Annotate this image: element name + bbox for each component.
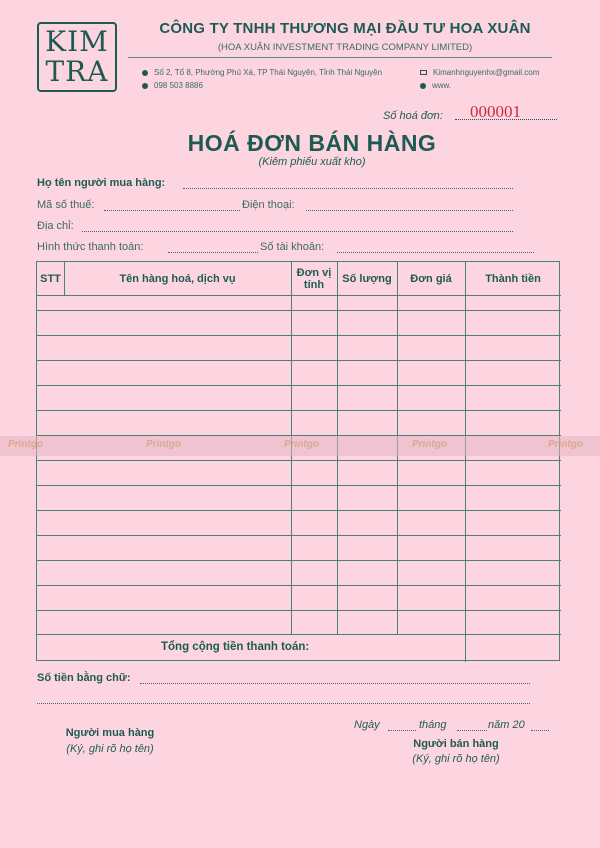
- amount-words-label: Số tiền bằng chữ:: [37, 672, 131, 684]
- row-divider: [37, 385, 561, 386]
- amount-words-input-2[interactable]: [37, 703, 530, 704]
- globe-icon: [420, 83, 426, 89]
- payment-method-input[interactable]: [168, 252, 258, 253]
- phone-label: Điện thoại:: [242, 199, 295, 211]
- account-no-label: Số tài khoản:: [260, 241, 325, 253]
- phone-row: [142, 81, 203, 90]
- date-day-label: Ngày: [354, 719, 380, 731]
- row-divider: [37, 485, 561, 486]
- invoice-number-label: Số hoá đơn:: [383, 110, 443, 122]
- logo-line-1: KIM: [45, 25, 109, 58]
- row-divider: [37, 585, 561, 586]
- row-divider: [37, 510, 561, 511]
- date-year-label: năm 20: [488, 719, 525, 731]
- buyer-signature-title: Người mua hàng: [65, 727, 155, 739]
- header-qty: Số lượng: [342, 272, 392, 285]
- date-day-input[interactable]: [388, 730, 416, 731]
- watermark: Printgo: [146, 439, 181, 450]
- watermark: Printgo: [412, 439, 447, 450]
- header-divider: [128, 57, 552, 58]
- invoice-subtitle: (Kiêm phiếu xuất kho): [258, 156, 366, 168]
- buyer-signature-note: (Ký, ghi rõ họ tên): [66, 743, 154, 755]
- watermark: Printgo: [284, 439, 319, 450]
- row-divider: [37, 310, 561, 311]
- row-divider: [37, 410, 561, 411]
- seller-signature-title: Người bán hàng: [413, 738, 499, 750]
- seller-signature-note: (Ký, ghi rõ họ tên): [412, 753, 500, 765]
- company-name-en: (HOA XUÂN INVESTMENT TRADING COMPANY LIMITED): [217, 42, 473, 53]
- company-name: CÔNG TY TNHH THƯƠNG MẠI ĐẦU TƯ HOA XUÂN: [159, 20, 531, 37]
- row-divider: [37, 335, 561, 336]
- company-logo: [37, 22, 117, 92]
- buyer-name-input[interactable]: [183, 188, 513, 189]
- amount-words-input[interactable]: [140, 683, 530, 684]
- date-month-label: tháng: [419, 719, 447, 731]
- items-table: [36, 261, 560, 661]
- company-address: Số 2, Tổ 8, Phường Phú Xá, TP Thái Nguyên, Tỉnh Thái Nguyên: [154, 68, 383, 77]
- phone-icon: [142, 83, 148, 89]
- invoice-title: HOÁ ĐƠN BÁN HÀNG: [187, 130, 437, 156]
- row-divider: [37, 634, 561, 635]
- total-label: Tổng cộng tiền thanh toán:: [161, 641, 310, 653]
- header-price: Đơn giá: [410, 272, 452, 285]
- header-unit-line-1: Đơn vị: [296, 266, 332, 279]
- company-website: www.: [432, 81, 452, 90]
- row-divider: [37, 460, 561, 461]
- row-divider: [37, 535, 561, 536]
- address-input[interactable]: [82, 231, 513, 232]
- row-divider: [37, 560, 561, 561]
- email-row: [420, 68, 539, 77]
- company-phone: 098 503 8886: [154, 81, 203, 90]
- address-row: [142, 68, 382, 77]
- header-stt: STT: [40, 272, 61, 285]
- payment-method-label: Hình thức thanh toán:: [37, 241, 144, 253]
- row-divider: [37, 360, 561, 361]
- logo-line-2: TRA: [45, 55, 109, 88]
- phone-input[interactable]: [306, 210, 513, 211]
- invoice-number: 000001: [470, 102, 521, 121]
- watermark: Printgo: [548, 439, 583, 450]
- tax-code-input[interactable]: [104, 210, 240, 211]
- row-divider: [37, 610, 561, 611]
- header-amount: Thành tiền: [485, 272, 541, 285]
- date-month-input[interactable]: [457, 730, 487, 731]
- website-row: [420, 81, 451, 90]
- col-divider: [465, 262, 466, 662]
- row-divider: [37, 295, 561, 296]
- watermark: Printgo: [8, 439, 43, 450]
- header-item: Tên hàng hoá, dịch vụ: [119, 272, 236, 285]
- company-email: Kimanhnguyenhx@gmail.com: [433, 68, 540, 77]
- buyer-name-label: Họ tên người mua hàng:: [37, 177, 166, 189]
- header-unit: [291, 262, 337, 295]
- header-unit-line-2: tính: [303, 278, 325, 291]
- address-label: Địa chỉ:: [37, 220, 74, 232]
- account-no-input[interactable]: [337, 252, 534, 253]
- tax-code-label: Mã số thuế:: [37, 199, 95, 211]
- location-icon: [142, 70, 148, 76]
- email-icon: [420, 70, 427, 75]
- date-year-input[interactable]: [531, 730, 549, 731]
